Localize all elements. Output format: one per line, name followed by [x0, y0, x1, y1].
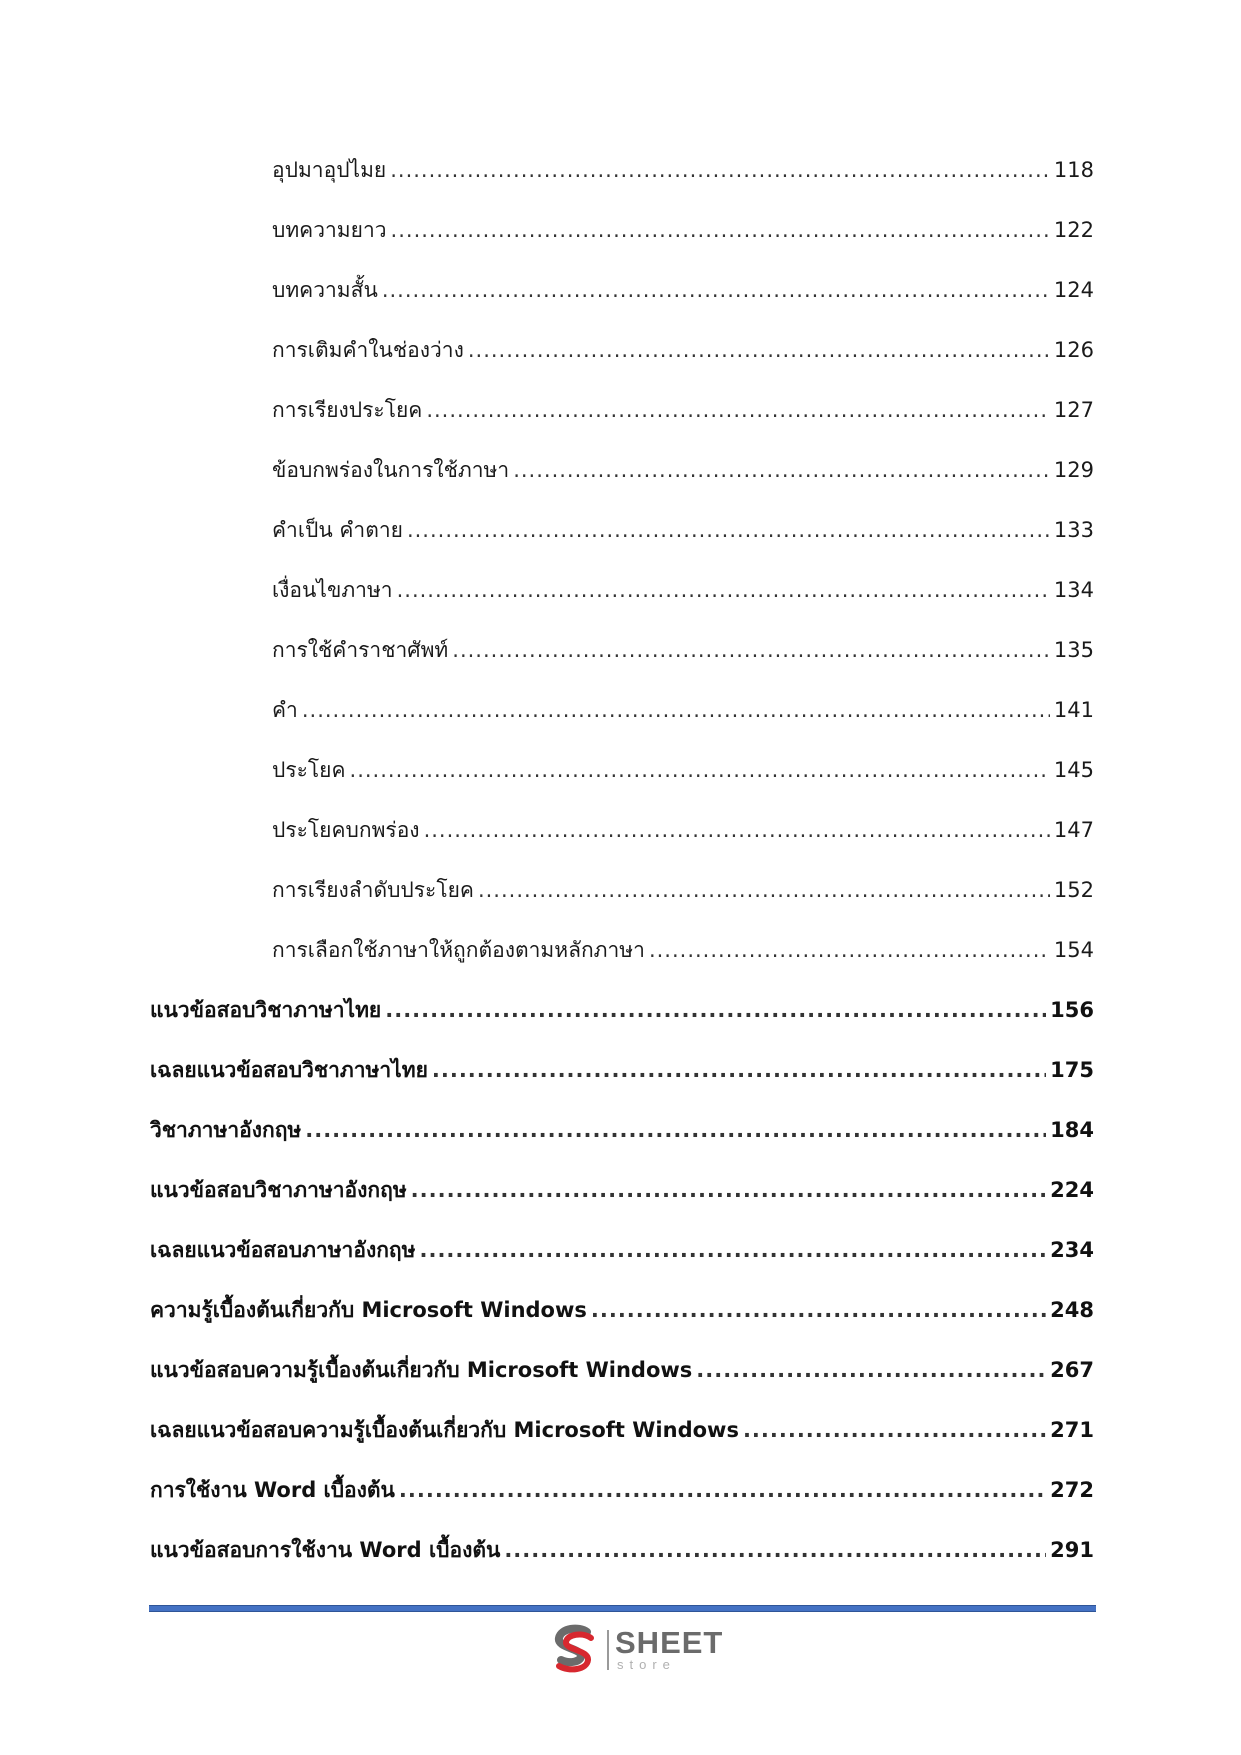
toc-entry-title: บทความยาว: [272, 218, 387, 242]
toc-entry-page: 133: [1053, 518, 1094, 542]
toc-entry-title: ประโยค: [272, 758, 346, 782]
toc-entry-title: แนวข้อสอบวิชาภาษาไทย: [150, 998, 382, 1022]
toc-sub-entry[interactable]: [272, 510, 1094, 550]
toc-entry-title: การเรียงประโยค: [272, 398, 423, 422]
toc-entry-page: 129: [1053, 458, 1094, 482]
toc-entry-page: 184: [1050, 1118, 1094, 1142]
toc-entry-page: 134: [1053, 578, 1094, 602]
toc-entry-page: 291: [1050, 1538, 1094, 1562]
toc-entry-page: 118: [1053, 158, 1094, 182]
toc-entry-page: 152: [1053, 878, 1094, 902]
toc-entry-title: เงื่อนไขภาษา: [272, 578, 393, 602]
toc-entry-title: ข้อบกพร่องในการใช้ภาษา: [272, 458, 510, 482]
toc-sub-entry[interactable]: [272, 270, 1094, 310]
toc-leader-dots: [468, 330, 1050, 370]
toc-entry-title: ความรู้เบื้องต้นเกี่ยวกับ Microsoft Windows: [150, 1298, 587, 1322]
toc-leader-dots: [504, 1530, 1046, 1570]
toc-leader-dots: [391, 210, 1050, 250]
toc-leader-dots: [696, 1350, 1046, 1390]
toc-leader-dots: [419, 1230, 1046, 1270]
toc-leader-dots: [390, 150, 1050, 190]
toc-main-entry[interactable]: [150, 1050, 1094, 1090]
toc-entry-page: 124: [1053, 278, 1094, 302]
toc-sub-entry[interactable]: [272, 150, 1094, 190]
toc-leader-dots: [411, 1170, 1047, 1210]
toc-entry-page: 271: [1050, 1418, 1094, 1442]
toc-entry-page: 145: [1053, 758, 1094, 782]
toc-leader-dots: [407, 510, 1050, 550]
toc-sub-entry[interactable]: [272, 930, 1094, 970]
toc-entry-page: 248: [1050, 1298, 1094, 1322]
toc-entry-page: 135: [1053, 638, 1094, 662]
toc-entry-title: การเรียงลำดับประโยค: [272, 878, 474, 902]
toc-sub-entry[interactable]: [272, 750, 1094, 790]
toc-entry-page: 267: [1050, 1358, 1094, 1382]
toc-entry-page: 234: [1050, 1238, 1094, 1262]
toc-entry-page: 127: [1053, 398, 1094, 422]
toc-leader-dots: [302, 690, 1050, 730]
toc-leader-dots: [426, 390, 1050, 430]
toc-entry-page: 147: [1053, 818, 1094, 842]
logo-wordmark: SHEET: [615, 1625, 724, 1660]
toc-sub-entry[interactable]: [272, 810, 1094, 850]
toc-main-entry[interactable]: [150, 1470, 1094, 1510]
toc-entry-title: แนวข้อสอบความรู้เบื้องต้นเกี่ยวกับ Microsoft Windows: [150, 1358, 693, 1382]
toc-main-entry[interactable]: [150, 1410, 1094, 1450]
toc-entry-page: 175: [1050, 1058, 1094, 1082]
toc-main-entry[interactable]: [150, 990, 1094, 1030]
toc-main-entry[interactable]: [150, 1530, 1094, 1570]
toc-main-entry[interactable]: [150, 1230, 1094, 1270]
toc-entry-page: 272: [1050, 1478, 1094, 1502]
toc-main-entry[interactable]: [150, 1350, 1094, 1390]
toc-sub-entry[interactable]: [272, 450, 1094, 490]
toc-sub-entry[interactable]: [272, 330, 1094, 370]
toc-entry-title: วิชาภาษาอังกฤษ: [150, 1118, 302, 1142]
toc-entry-title: คำเป็น คำตาย: [272, 518, 403, 542]
toc-entry-page: 154: [1053, 938, 1094, 962]
toc-leader-dots: [513, 450, 1050, 490]
toc-entry-page: 156: [1050, 998, 1094, 1022]
toc-entry-page: 224: [1050, 1178, 1094, 1202]
toc-entry-page: 122: [1053, 218, 1094, 242]
toc-entry-title: แนวข้อสอบการใช้งาน Word เบื้องต้น: [150, 1538, 501, 1562]
toc-leader-dots: [649, 930, 1050, 970]
toc-leader-dots: [452, 630, 1050, 670]
toc-main-entry[interactable]: [150, 1110, 1094, 1150]
sheet-store-s-logo-icon: [547, 1622, 603, 1678]
toc-leader-dots: [385, 990, 1046, 1030]
toc-entry-title: คำ: [272, 698, 298, 722]
toc-entry-title: ประโยคบกพร่อง: [272, 818, 420, 842]
toc-sub-entry[interactable]: [272, 690, 1094, 730]
toc-leader-dots: [743, 1410, 1046, 1450]
toc-main-entry[interactable]: [150, 1290, 1094, 1330]
toc-entry-title: การใช้คำราชาศัพท์: [272, 638, 449, 662]
toc-sub-entry[interactable]: [272, 390, 1094, 430]
toc-sub-entry[interactable]: [272, 210, 1094, 250]
toc-leader-dots: [478, 870, 1050, 910]
toc-entry-title: อุปมาอุปไมย: [272, 158, 387, 182]
toc-entry-title: การเลือกใช้ภาษาให้ถูกต้องตามหลักภาษา: [272, 938, 645, 962]
toc-entry-title: การเติมคำในช่องว่าง: [272, 338, 464, 362]
toc-entry-page: 141: [1053, 698, 1094, 722]
sheet-store-logo: [547, 1622, 727, 1678]
toc-leader-dots: [350, 750, 1050, 790]
toc-sub-entry[interactable]: [272, 870, 1094, 910]
logo-subtitle: store: [617, 1657, 676, 1672]
toc-leader-dots: [397, 570, 1050, 610]
toc-entry-title: เฉลยแนวข้อสอบภาษาอังกฤษ: [150, 1238, 416, 1262]
toc-sub-entry[interactable]: [272, 570, 1094, 610]
toc-leader-dots: [432, 1050, 1046, 1090]
toc-sub-entry[interactable]: [272, 630, 1094, 670]
toc-leader-dots: [424, 810, 1050, 850]
logo-divider: [607, 1630, 609, 1670]
toc-entry-title: การใช้งาน Word เบื้องต้น: [150, 1478, 395, 1502]
toc-leader-dots: [382, 270, 1050, 310]
toc-entry-title: เฉลยแนวข้อสอบวิชาภาษาไทย: [150, 1058, 428, 1082]
toc-entry-title: บทความสั้น: [272, 278, 378, 302]
toc-entry-page: 126: [1053, 338, 1094, 362]
toc-leader-dots: [399, 1470, 1046, 1510]
toc-leader-dots: [591, 1290, 1046, 1330]
toc-main-entry[interactable]: [150, 1170, 1094, 1210]
toc-entry-title: แนวข้อสอบวิชาภาษาอังกฤษ: [150, 1178, 407, 1202]
toc-entry-title: เฉลยแนวข้อสอบความรู้เบื้องต้นเกี่ยวกับ Microsoft Windows: [150, 1418, 739, 1442]
footer-divider: [149, 1605, 1096, 1612]
toc-leader-dots: [305, 1110, 1046, 1150]
